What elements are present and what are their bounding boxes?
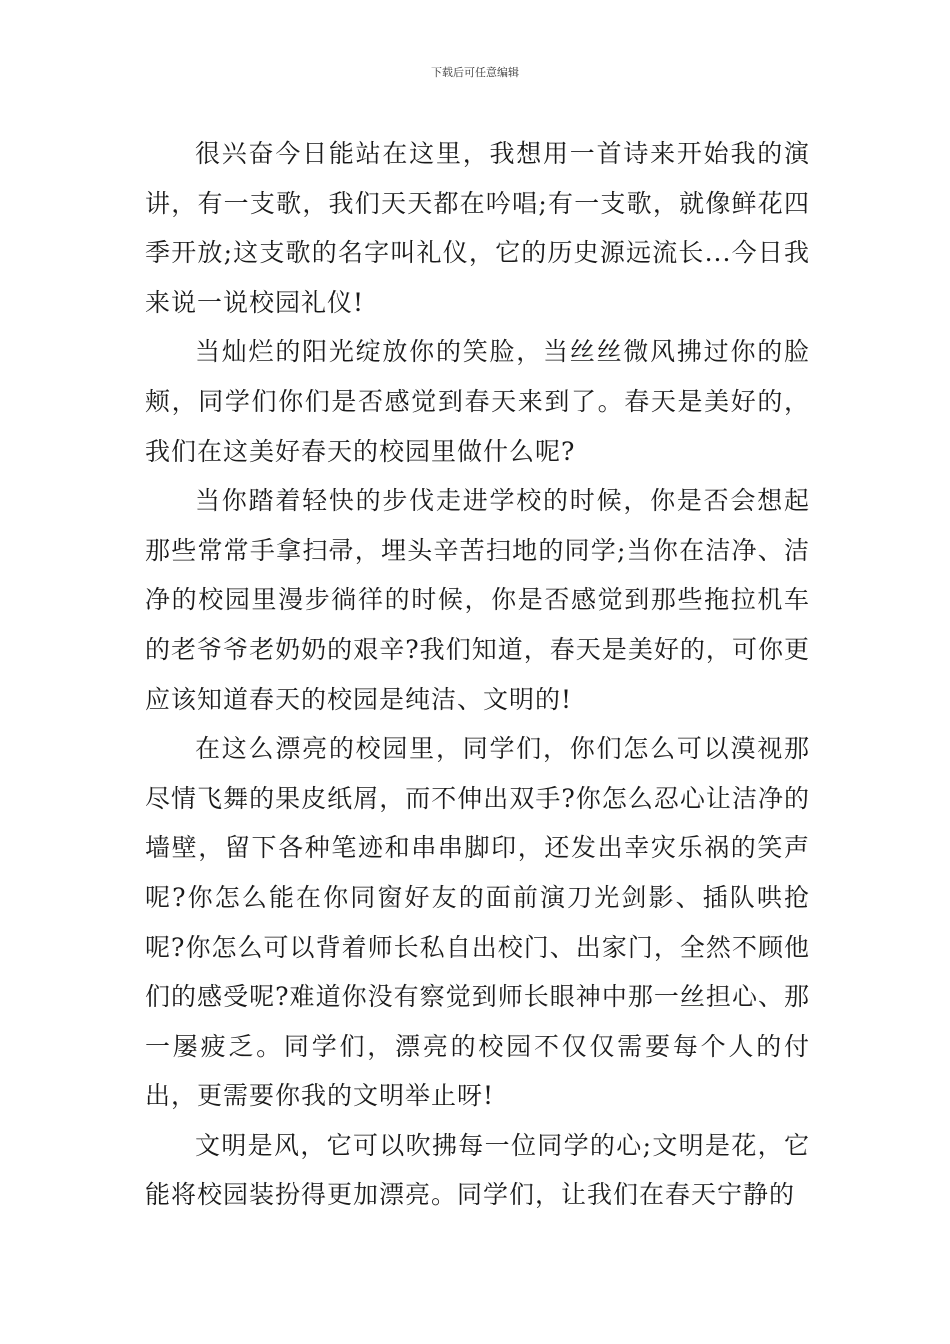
paragraph-1: 很兴奋今日能站在这里，我想用一首诗来开始我的演讲，有一支歌，我们天天都在吟唱;有一支歌，就像鲜花四季开放;这支歌的名字叫礼仪，它的历史源远流长...今日我来说一说校园礼仪! (145, 139, 810, 317)
paragraph-5: 文明是风，它可以吹拂每一位同学的心;文明是花，它能将校园装扮得更加漂亮。同学们，让我们在春天宁静的 (145, 1130, 810, 1210)
paragraph-4: 在这么漂亮的校园里，同学们，你们怎么可以漠视那尽情飞舞的果皮纸屑，而不伸出双手?你怎么忍心让洁净的墙壁，留下各种笔迹和串串脚印，还发出幸灾乐祸的笑声呢?你怎么能在你同窗好友的面前演刀光剑影、插队哄抢呢?你怎么可以背着师长私自出校门、出家门，全然不顾他们的感受呢?难道你没有察觉到师长眼神中那一丝担心、那一屡疲乏。同学们，漂亮的校园不仅仅需要每个人的付出，更需要你我的文明举止呀! (145, 734, 810, 1111)
paragraph-3: 当你踏着轻快的步伐走进学校的时候，你是否会想起那些常常手拿扫帚，埋头辛苦扫地的同学;当你在洁净、洁净的校园里漫步徜徉的时候，你是否感觉到那些拖拉机车的老爷爷老奶奶的艰辛?我们知道，春天是美好的，可你更应该知道春天的校园是纯洁、文明的! (145, 486, 810, 714)
page-header: 下载后可任意编辑 (431, 66, 519, 79)
paragraph-2: 当灿烂的阳光绽放你的笑脸，当丝丝微风拂过你的脸颊，同学们你们是否感觉到春天来到了。春天是美好的，我们在这美好春天的校园里做什么呢? (145, 337, 810, 466)
document-body (145, 129, 810, 1220)
